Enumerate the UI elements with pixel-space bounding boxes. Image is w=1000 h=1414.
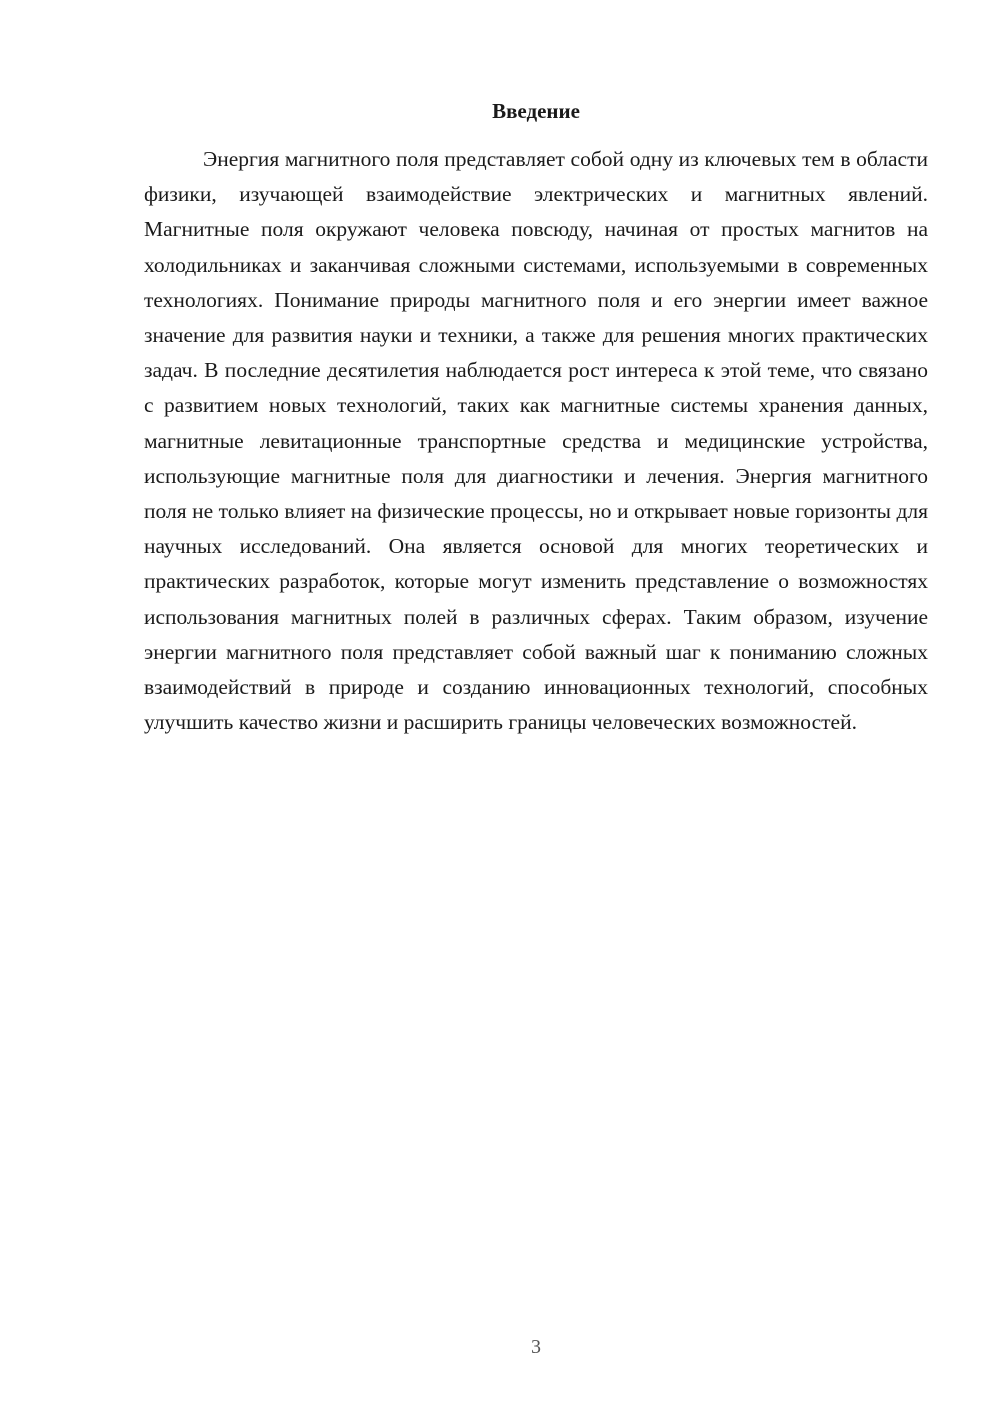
section-heading: Введение bbox=[492, 99, 580, 123]
body-paragraph: Энергия магнитного поля представляет собой одну из ключевых тем в области физики, изучающей взаимодействие электрических и магнитных явлений. Магнитные поля окружают человека повсюду, начиная от простых магнитов на холодильниках и заканчивая сложными системами, используемыми в современных технологиях. Понимание природы магнитного поля и его энергии имеет важное значение для развития науки и техники, а также для решения многих практических задач. В последние десятилетия наблюдается рост интереса к этой теме, что связано с развитием новых технологий, таких как магнитные системы хранения данных, магнитные левитационные транспортные средства и медицинские устройства, использующие магнитные поля для диагностики и лечения. Энергия магнитного поля не только влияет на физические процессы, но и открывает новые горизонты для научных исследований. Она является основой для многих теоретических и практических разработок, которые могут изменить представление о возможностях использования магнитных полей в различных сферах. Таким образом, изучение энергии магнитного поля представляет собой важный шаг к пониманию сложных взаимодействий в природе и созданию инновационных технологий, способных улучшить качество жизни и расширить границы человеческих возможностей. bbox=[144, 147, 928, 735]
page-number: 3 bbox=[531, 1336, 541, 1358]
